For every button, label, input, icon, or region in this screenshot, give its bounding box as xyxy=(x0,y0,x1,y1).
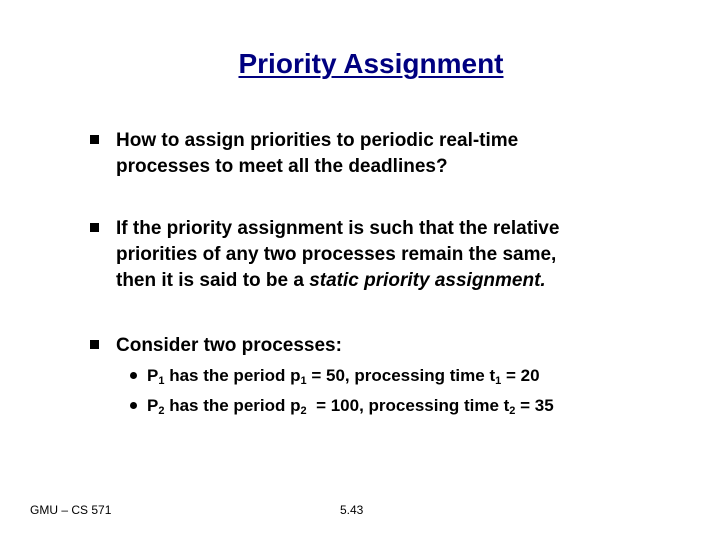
bullet-1-text xyxy=(116,128,670,180)
footer-slide-number: 5.43 xyxy=(340,503,364,517)
bullet-1-line-2: processes to meet all the deadlines? xyxy=(116,156,448,177)
bullet-3-line-1: Consider two processes: xyxy=(116,335,342,356)
square-bullet-icon xyxy=(90,135,99,144)
square-bullet-icon xyxy=(90,223,99,232)
bullet-1 xyxy=(90,128,670,180)
bullet-2-line-2: priorities of any two processes remain the same, xyxy=(116,244,557,265)
process-name: P xyxy=(147,396,159,415)
sub-bullet-2 xyxy=(130,395,554,417)
period-subscript: 2 xyxy=(300,405,307,417)
time-subscript: 2 xyxy=(509,405,516,417)
time-value: = 20 xyxy=(501,366,540,385)
period-subscript: 1 xyxy=(300,375,307,387)
square-bullet-icon xyxy=(90,340,99,349)
bullet-2-text xyxy=(116,216,670,294)
sub-bullet-2-text xyxy=(147,395,554,417)
bullet-2-line-1: If the priority assignment is such that the relative xyxy=(116,218,560,239)
time-value: = 35 xyxy=(515,396,554,415)
bullet-2-line-3-prefix: then it is said to be a xyxy=(116,270,310,291)
bullet-1-line-1: How to assign priorities to periodic real-time xyxy=(116,130,519,151)
bullet-3-text xyxy=(116,333,670,359)
process-subscript: 1 xyxy=(158,375,165,387)
bullet-2-line-3-italic: static priority assignment. xyxy=(309,270,546,291)
processing-text: = 50, processing time t xyxy=(306,366,496,385)
round-bullet-icon xyxy=(130,372,137,379)
processing-text: = 100, processing time t xyxy=(306,396,510,415)
period-text: has the period p xyxy=(164,396,301,415)
sub-bullet-1 xyxy=(130,365,540,387)
process-name: P xyxy=(147,366,159,385)
round-bullet-icon xyxy=(130,402,137,409)
process-subscript: 2 xyxy=(158,405,165,417)
slide-title: Priority Assignment xyxy=(238,48,504,79)
bullet-3 xyxy=(90,333,670,359)
sub-bullet-1-text xyxy=(147,365,540,387)
footer-course: GMU – CS 571 xyxy=(30,503,112,517)
time-subscript: 1 xyxy=(495,375,502,387)
period-text: has the period p xyxy=(164,366,301,385)
bullet-2 xyxy=(90,216,670,294)
